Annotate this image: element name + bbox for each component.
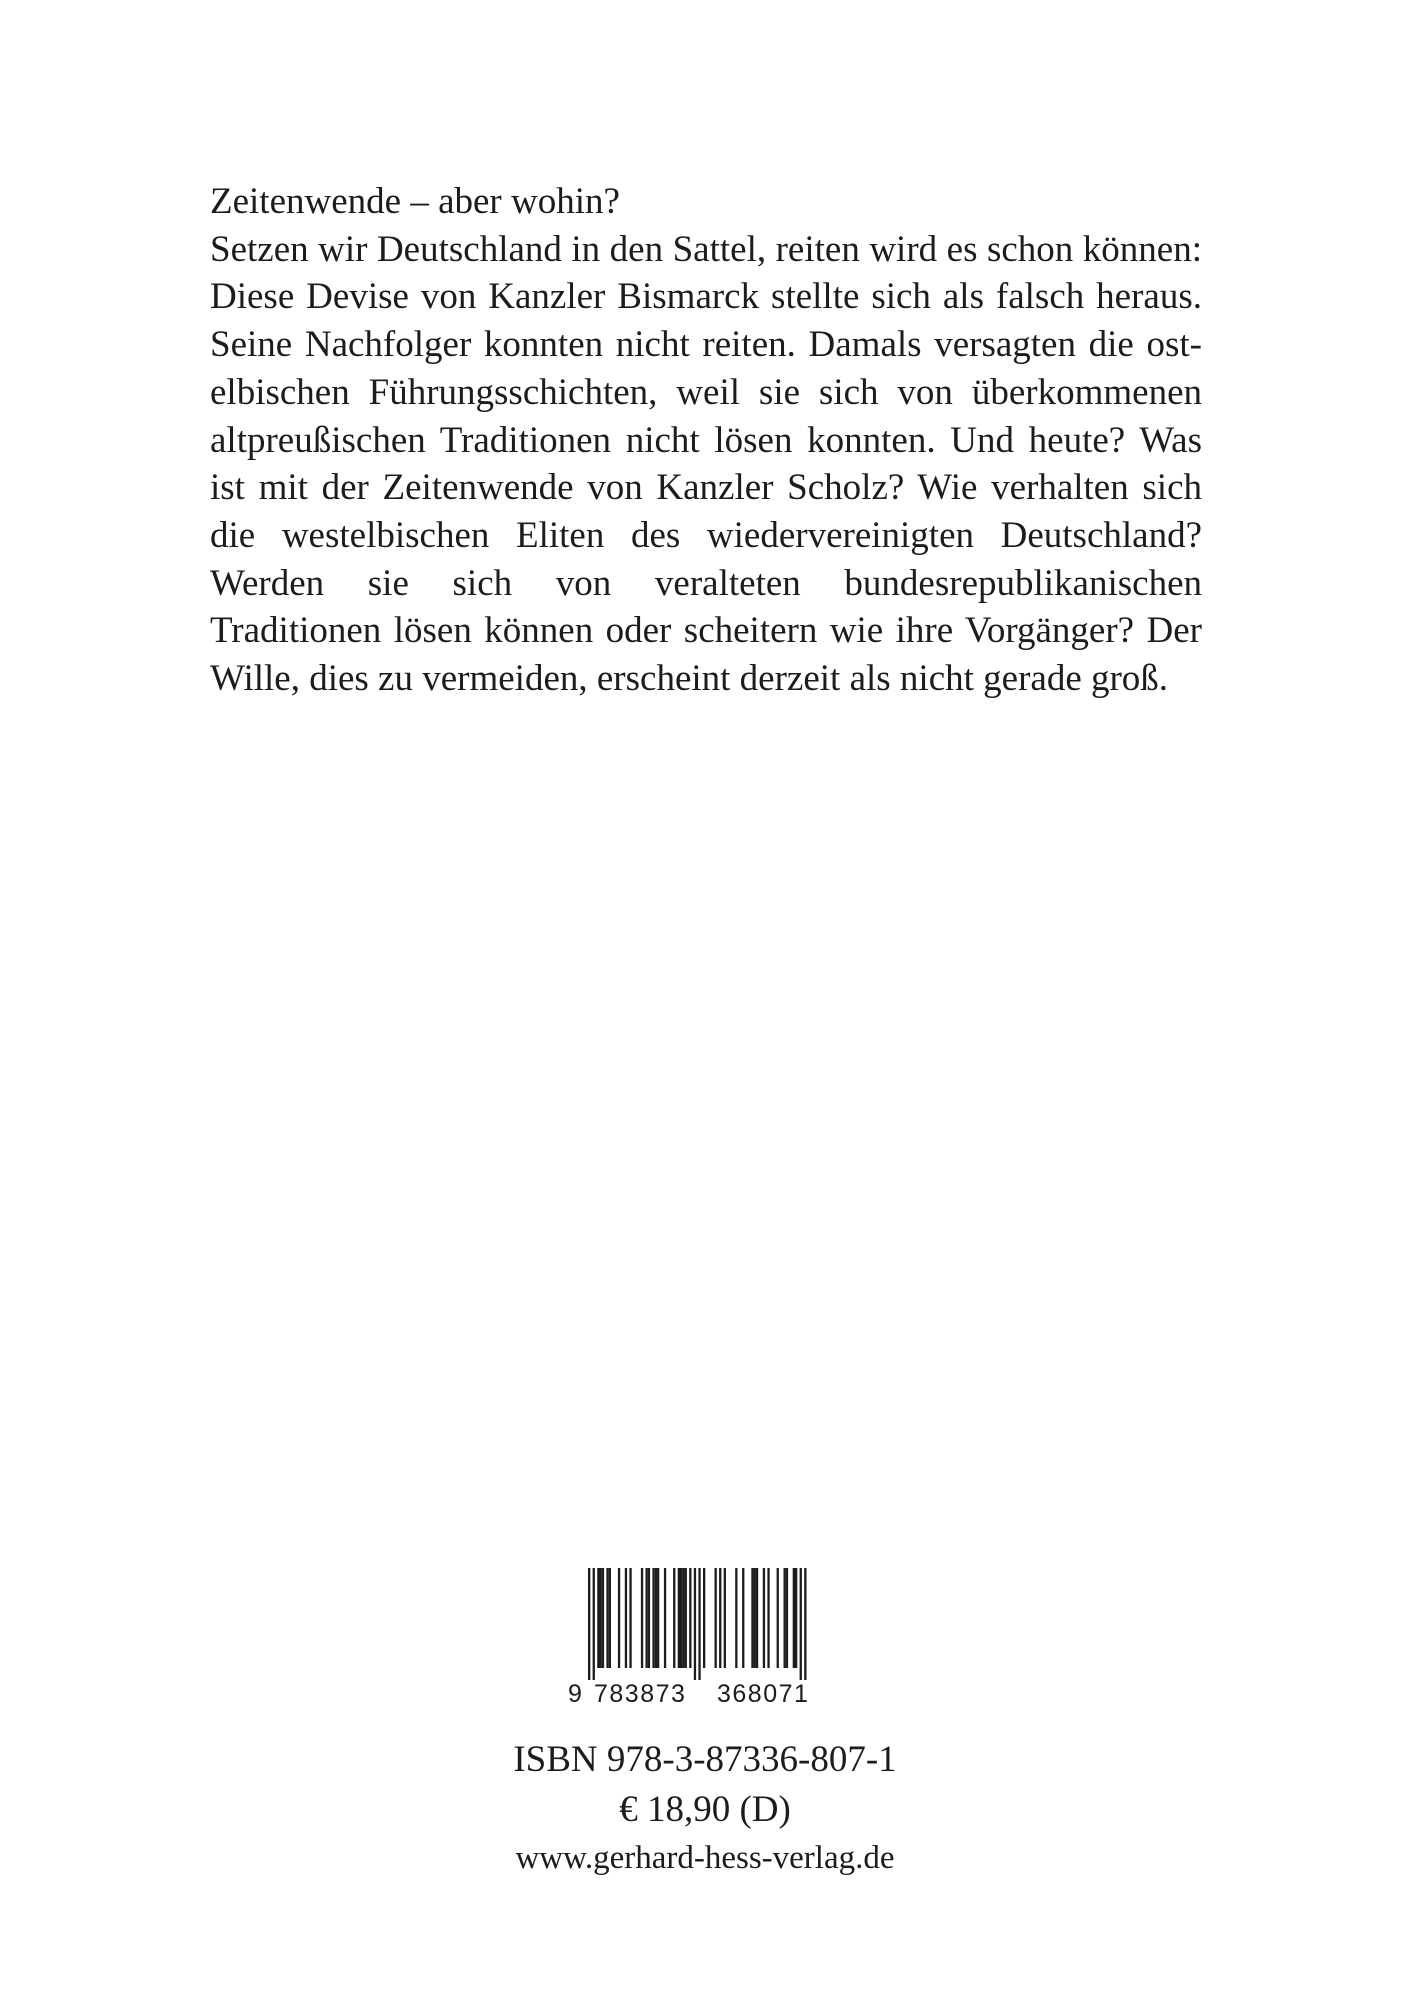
barcode-guard-bar (698, 1568, 700, 1680)
barcode-bar (648, 1568, 650, 1668)
barcode-bar (678, 1568, 680, 1668)
barcode-bar (641, 1568, 643, 1668)
barcode-bar (795, 1568, 797, 1668)
barcode-bar (777, 1568, 779, 1668)
barcode-guard-bar (800, 1568, 802, 1680)
barcode-bar (657, 1568, 659, 1668)
barcode-bar (682, 1568, 684, 1668)
barcode-bar (680, 1568, 682, 1668)
barcode-bar (751, 1568, 753, 1668)
barcode-bar (719, 1568, 721, 1668)
barcode-bar (629, 1568, 631, 1668)
barcode-digits (570, 1680, 840, 1712)
barcode-bar (767, 1568, 769, 1668)
barcode-guard-bar (694, 1568, 696, 1680)
barcode-guard-bar (588, 1568, 590, 1680)
barcode-bar (724, 1568, 726, 1668)
barcode-bar (664, 1568, 666, 1668)
barcode-bar (673, 1568, 675, 1668)
barcode-bar (606, 1568, 608, 1668)
barcode-first-digit: 9 (568, 1680, 584, 1708)
barcode-bar (689, 1568, 691, 1668)
barcode-bar (763, 1568, 765, 1668)
back-cover-blurb (210, 178, 1202, 703)
barcode-bar (600, 1568, 602, 1668)
barcode-bar (703, 1568, 705, 1668)
barcode-left-group: 783873 (594, 1680, 687, 1708)
price-text: € 18,90 (D) (619, 1789, 791, 1830)
barcode-bar (793, 1568, 795, 1668)
publisher-url: www.gerhard-hess-verlag.de (515, 1840, 895, 1876)
barcode-bar (646, 1568, 648, 1668)
barcode-bar (786, 1568, 788, 1668)
barcode-bar (625, 1568, 627, 1668)
blurb-body: Setzen wir Deutschland in den Sattel, reiten wird es schon können: Diese Devise von Kanzler Bismarck stellte sich als falsch heraus. Seine Nachfolger konnten nicht reiten. Damals versagten die ostelbischen Führungsschichten, weil sie sich von überkommenen altpreußischen Traditionen nicht lösen konnten. Und heute? Was ist mit der Zeitenwende von Kanzler Scholz? Wie verhalten sich die westelbischen Eliten des wiedervereinigten Deutschland? Werden sie sich von veralteten bundesrepublikanischen Traditionen lösen können oder scheitern wie ihre Vorgänger? Der Wille, dies zu vermeiden, erscheint derzeit als nicht gerade groß. (210, 228, 1202, 700)
barcode-bar (756, 1568, 758, 1668)
barcode-bar (597, 1568, 599, 1668)
barcode-bar (618, 1568, 620, 1668)
barcode-bar (652, 1568, 654, 1668)
barcode-guard-bar (593, 1568, 595, 1680)
isbn-text: ISBN 978-3-87336-807-1 (513, 1739, 897, 1780)
barcode-right-group: 368071 (717, 1680, 810, 1708)
barcode-bars (570, 1568, 840, 1680)
barcode-bar (742, 1568, 744, 1668)
barcode-bar (754, 1568, 756, 1668)
barcode-bar (715, 1568, 717, 1668)
barcode-bar (602, 1568, 604, 1668)
isbn-barcode (570, 1568, 840, 1718)
barcode-bar (655, 1568, 657, 1668)
blurb-heading: Zeitenwende – aber wohin? (210, 181, 620, 222)
barcode-guard-bar (804, 1568, 806, 1680)
barcode-bar (685, 1568, 687, 1668)
barcode-bar (609, 1568, 611, 1668)
barcode-bar (735, 1568, 737, 1668)
barcode-bar (784, 1568, 786, 1668)
